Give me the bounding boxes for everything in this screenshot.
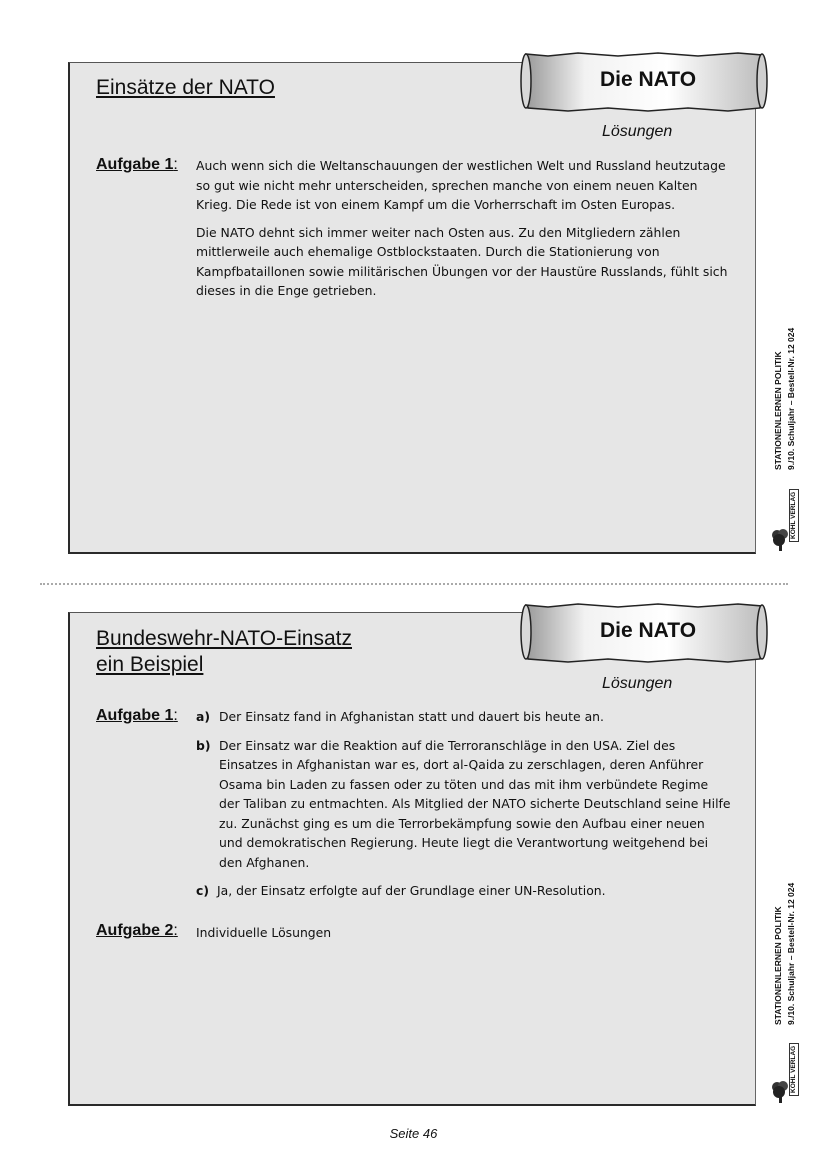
card-title-line: Bundeswehr-NATO-Einsatz xyxy=(96,627,352,650)
aufgabe-colon: : xyxy=(173,707,178,724)
scroll-label: Die NATO xyxy=(599,68,697,91)
card-title xyxy=(96,626,352,678)
aufgabe-1-label xyxy=(96,156,178,174)
item-text: Ja, der Einsatz erfolgte auf der Grundlage einer UN-Resolution. xyxy=(217,883,606,898)
answer-paragraph: Die NATO dehnt sich immer weiter nach Osten aus. Zu den Mitgliedern zählen mittlerweile auch ehemalige Ostblockstaaten. Durch die Stationierung von Kampfbataillonen sowie militärischen Übungen vor der Haustüre Russlands, fühlt sich dieses in die Enge getrieben. xyxy=(196,224,728,298)
aufgabe-label-text: Aufgabe 1 xyxy=(96,707,174,724)
scroll-label: Die NATO xyxy=(599,619,697,642)
item-text: Der Einsatz fand in Afghanistan statt und dauert bis heute an. xyxy=(219,709,604,724)
card-title-line: ein Beispiel xyxy=(96,653,204,676)
page-number: Seite 46 xyxy=(389,1126,438,1141)
topic-scroll-banner xyxy=(518,50,768,114)
aufgabe-2-answer: Individuelle Lösungen xyxy=(196,925,332,940)
publisher-logo-text: KOHL VERLAG xyxy=(789,489,799,542)
card-title xyxy=(96,75,275,101)
aufgabe-label-text: Aufgabe 2 xyxy=(96,922,174,939)
aufgabe-label-text: Aufgabe 1 xyxy=(96,156,174,173)
item-letter: c) xyxy=(196,883,210,898)
aufgabe-1-answer xyxy=(196,156,731,309)
order-info: 9./10. Schuljahr – Bestell-Nr. 12 024 xyxy=(786,882,796,1025)
aufgabe-1-answers xyxy=(196,707,731,910)
answer-item-b xyxy=(196,736,731,873)
item-text: Der Einsatz war die Reaktion auf die Terroranschläge in den USA. Ziel des Einsatzes in Afghanistan war es, dort al-Qaida zu zerschlagen, deren Anführer Osama bin Laden zu fassen oder zu töten und das mit ihm verbündete Regime der Taliban zu entmachten. Als Mitglied der NATO sicherte Deutschland seine Hilfe zu. Zunächst ging es um die Terrorbekämpfung sowie den Aufbau einer neuen und demokratischen Regierung. Heute liegt die Verantwortung weitgehend bei den Afghanen. xyxy=(219,737,731,870)
series-title: STATIONENLERNEN POLITIK xyxy=(773,906,783,1025)
cut-line-divider xyxy=(40,583,788,585)
worksheet-card-2 xyxy=(68,612,756,1106)
series-title: STATIONENLERNEN POLITIK xyxy=(773,351,783,470)
item-letter: a) xyxy=(196,709,211,724)
publisher-sidebar xyxy=(760,280,804,550)
publisher-sidebar xyxy=(760,830,804,1102)
topic-scroll-banner xyxy=(518,601,768,665)
publisher-logo-text: KOHL VERLAG xyxy=(789,1043,799,1096)
tree-logo-icon xyxy=(770,1080,792,1104)
loesungen-label: Lösungen xyxy=(602,675,673,692)
loesungen-label: Lösungen xyxy=(602,123,673,140)
aufgabe-2-label xyxy=(96,922,178,940)
answer-item-a xyxy=(196,707,731,727)
tree-logo-icon xyxy=(770,528,792,552)
aufgabe-colon: : xyxy=(173,156,178,173)
item-letter: b) xyxy=(196,737,211,753)
answer-paragraph: Auch wenn sich die Weltanschauungen der westlichen Welt und Russland heutzutage so gut wie nicht mehr unterscheiden, sprechen manche von einem neuen Kalten Krieg. Die Rede ist von einem Kampf um die Vorherrschaft im Osten Europas. xyxy=(196,158,726,212)
aufgabe-1-label xyxy=(96,707,178,725)
order-info: 9./10. Schuljahr – Bestell-Nr. 12 024 xyxy=(786,327,796,470)
aufgabe-colon: : xyxy=(173,922,178,939)
card-title-line: Einsätze der NATO xyxy=(96,76,275,99)
answer-item-c xyxy=(196,881,731,901)
worksheet-card-1 xyxy=(68,62,756,554)
